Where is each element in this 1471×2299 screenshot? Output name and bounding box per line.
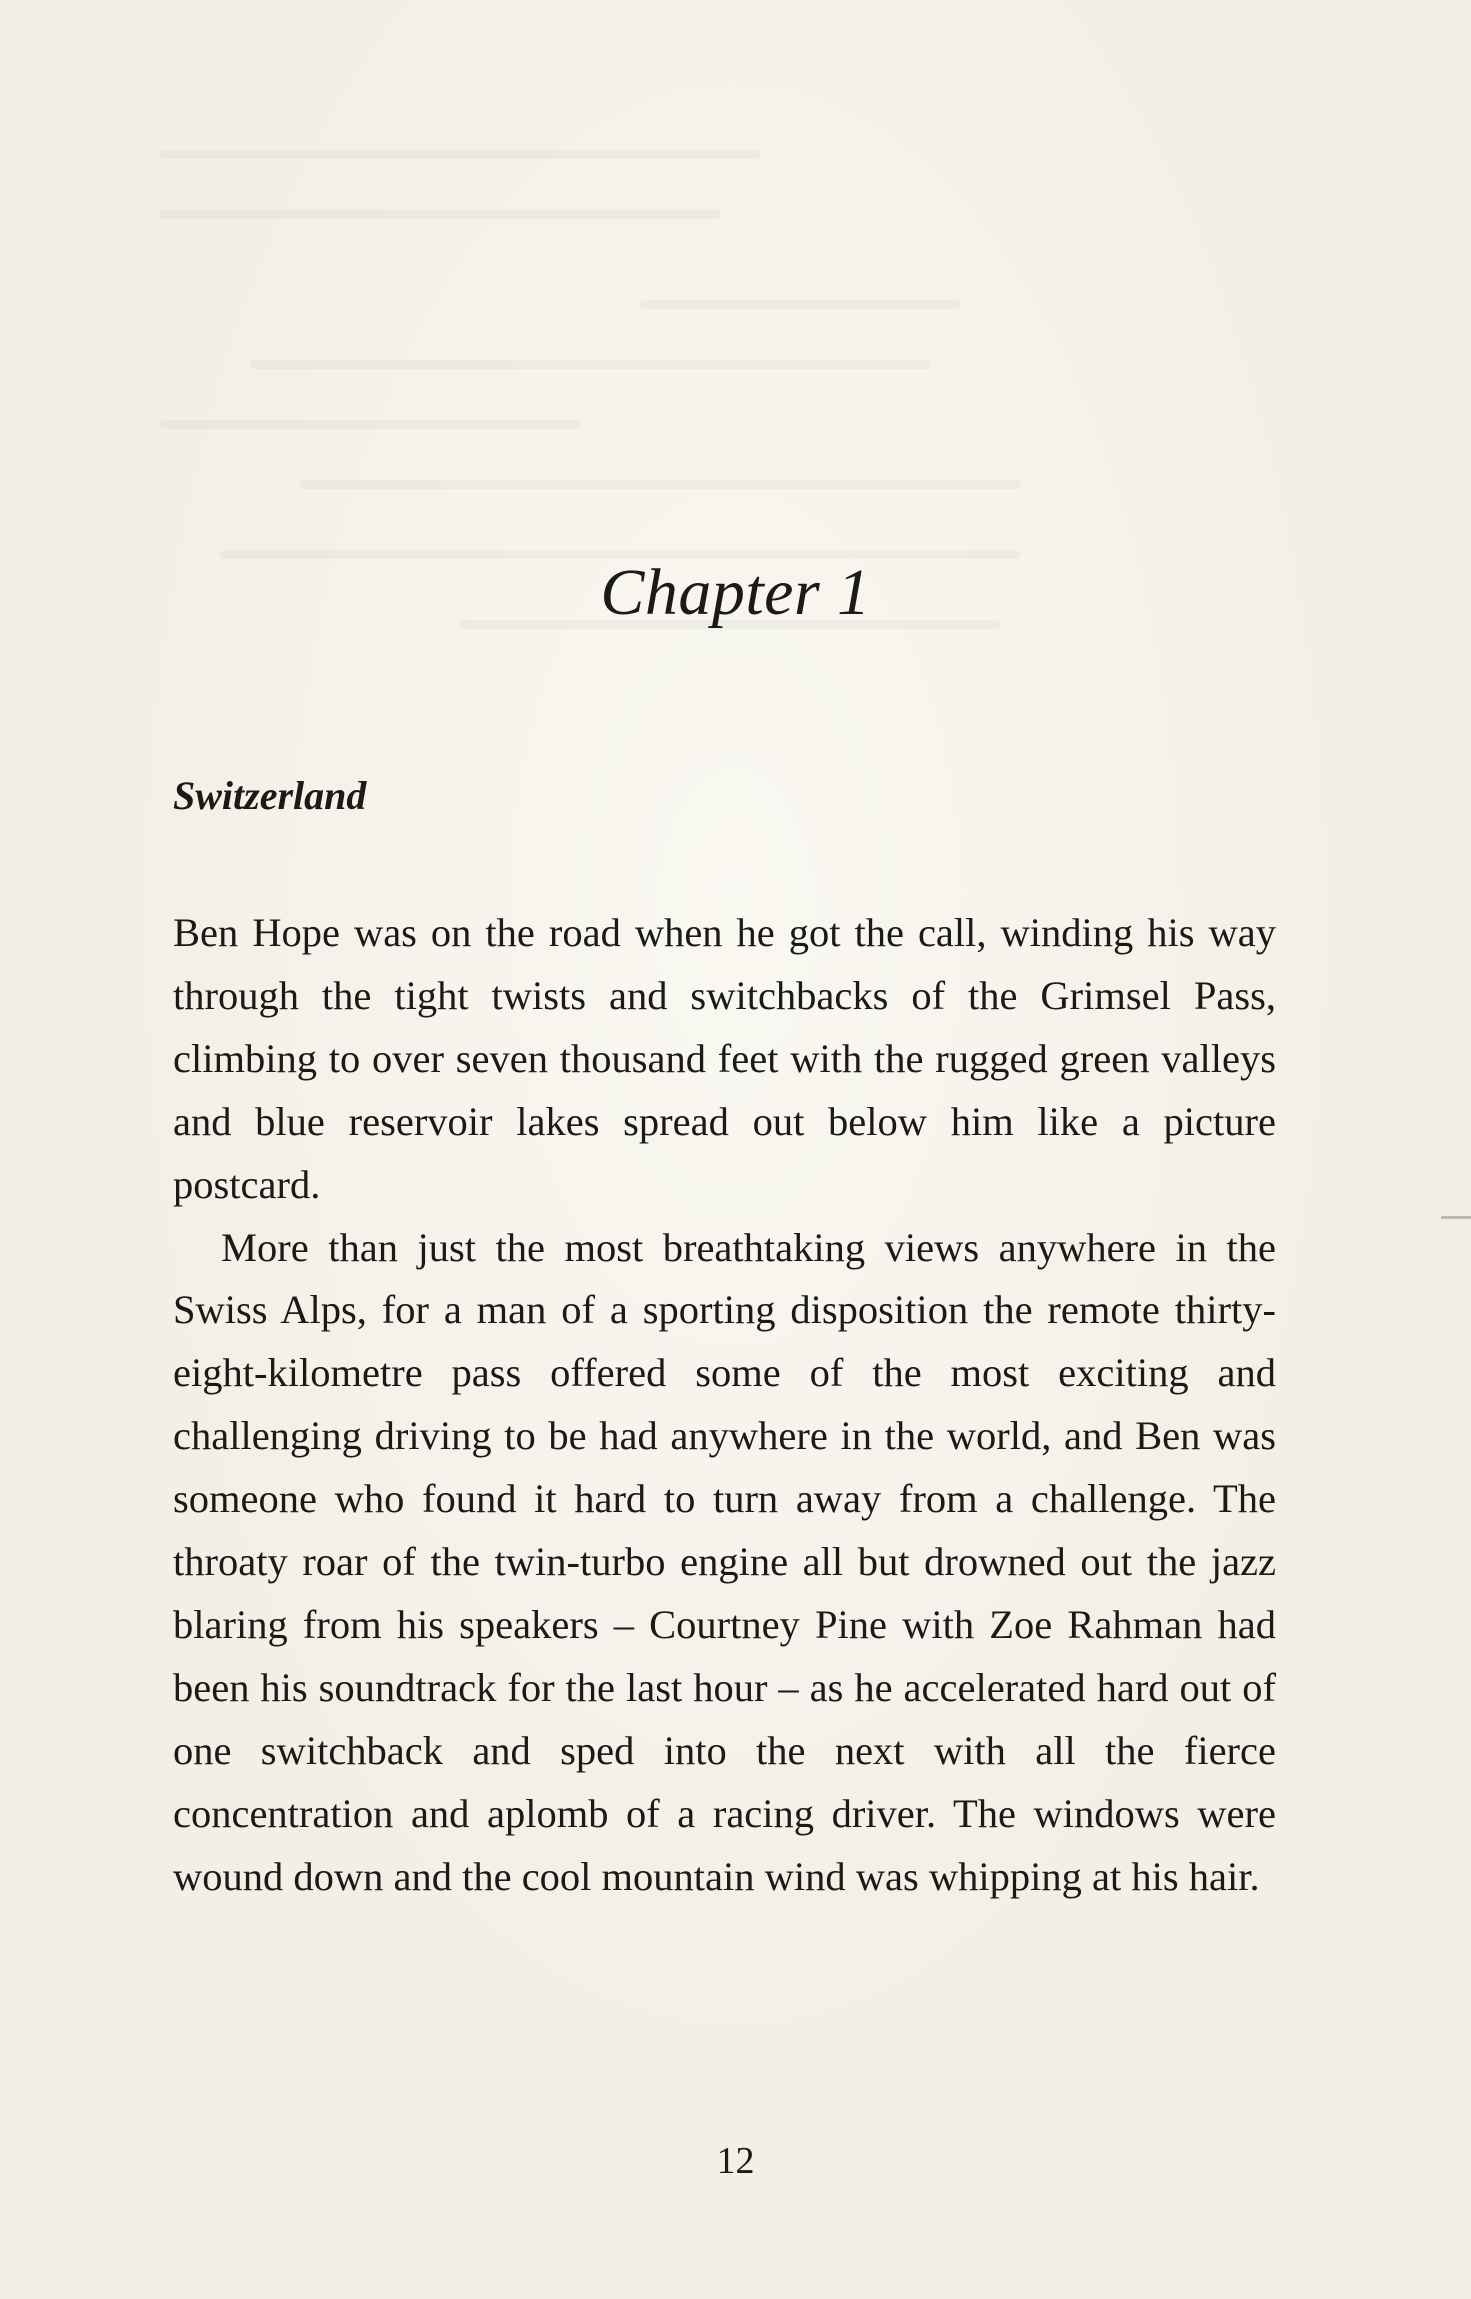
page-number: 12	[716, 2140, 755, 2182]
body-text	[173, 902, 1276, 1909]
page-edge-mark	[1441, 1216, 1471, 1219]
location-heading: Switzerland	[173, 773, 367, 818]
paragraph: More than just the most breathtaking views anywhere in the Swiss Alps, for a man of a sporting disposition the remote thirty-eight-kilometre pass offered some of the most exciting and challenging driving to be had anywhere in the world, and Ben was someone who found it hard to turn away from a challenge. The throaty roar of the twin-turbo engine all but drowned out the jazz blaring from his speakers – Courtney Pine with Zoe Rahman had been his soundtrack for the last hour – as he accelerated hard out of one switchback and sped into the next with all the fierce concentration and aplomb of a racing driver. The windows were wound down and the cool mountain wind was whipping at his hair.	[173, 1224, 1276, 1899]
chapter-title: Chapter 1	[600, 556, 871, 629]
paragraph: Ben Hope was on the road when he got the call, winding his way through the tight twists and switchbacks of the Grimsel Pass, climbing to over seven thousand feet with the rugged green valleys and blue reservoir lakes spread out below him like a picture postcard.	[173, 910, 1276, 1207]
